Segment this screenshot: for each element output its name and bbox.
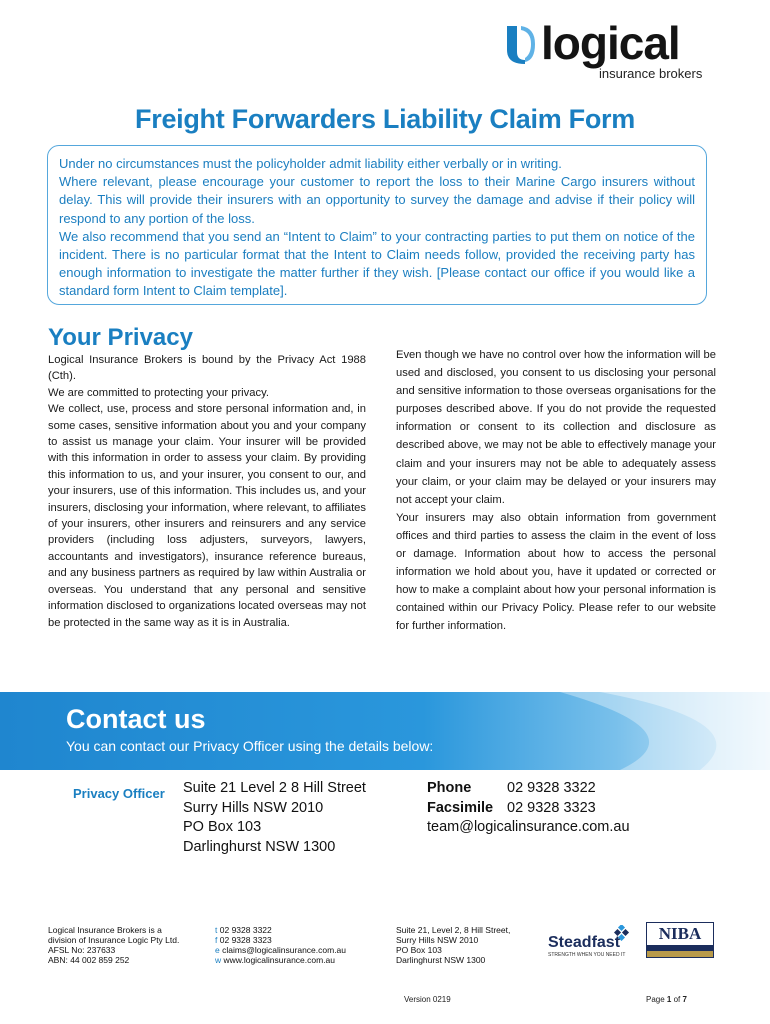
contact-subheading: You can contact our Privacy Officer using the details below: xyxy=(66,738,434,754)
logo-subtitle: insurance brokers xyxy=(599,66,703,81)
company-logo xyxy=(505,17,705,84)
privacy-left-column xyxy=(48,352,366,631)
page-total: 7 xyxy=(682,995,687,1004)
officer-contact xyxy=(427,779,630,838)
footer-line: Surry Hills NSW 2010 xyxy=(396,935,479,945)
notice-paragraph: We also recommend that you send an “Intent to Claim” to your contracting parties to put them on notice of the incident. There is no particular format that the Intent to Claim needs follow, provided the receiving party has enough information to investigate the matter further if they wish. [Please contact our office if you would like a standard form Intent to Claim template]. xyxy=(59,228,695,299)
contact-key: e xyxy=(215,945,220,955)
footer-line: Darlinghurst NSW 1300 xyxy=(396,955,486,965)
contact-key: f xyxy=(215,935,218,945)
footer-line: ABN: 44 002 859 252 xyxy=(48,955,130,965)
niba-wordmark: NIBA xyxy=(647,923,713,945)
steadfast-wordmark: Steadfast xyxy=(548,934,621,951)
contact-key: t xyxy=(215,925,218,935)
privacy-paragraph: Even though we have no control over how the information will be used and disclosed, you consent to us disclosing your personal and sensitive information to those overseas organisations for the purposes described above. If you do not provide the requested information or consent to its collection and disclosure as described above, we may not be able to effectively manage your claim and your insurers may not be able to adequately assess your claim, or your claim may be delayed or your insurers may not accept your claim. xyxy=(396,349,716,506)
page-number xyxy=(646,995,687,1004)
page-title: Freight Forwarders Liability Claim Form xyxy=(135,104,635,134)
footer-company xyxy=(48,925,179,965)
phone-label: Phone xyxy=(427,780,472,796)
footer-line: Suite 21, Level 2, 8 Hill Street, xyxy=(396,925,511,935)
privacy-officer-label: Privacy Officer xyxy=(73,786,165,801)
steadfast-logo xyxy=(548,925,638,965)
fax-label: Facsimile xyxy=(427,799,494,816)
niba-logo xyxy=(646,922,714,958)
footer-phone: 02 9328 3322 xyxy=(219,925,272,935)
phone-value: 02 9328 3322 xyxy=(507,780,596,796)
footer-address xyxy=(396,925,510,965)
privacy-right-column xyxy=(396,346,716,636)
logo-wordmark: logical xyxy=(541,17,680,69)
footer-contacts xyxy=(215,925,346,965)
notice-line: Under no circumstances must the policyholder admit liability either verbally or in writing. xyxy=(59,156,562,171)
logo-mark-icon xyxy=(505,24,537,66)
privacy-paragraph: We collect, use, process and store personal information and, in some cases, sensitive information about you and your company to assist us manage your claim. Your insurer will be provided with this information in order to assess your claim. By providing this information to us, and your insurer, you consent to our, and your insurers, use of this information. This includes us, and your insurers, disclosing your information, where relevant, to affiliates of your insurers, other insurers and reinsurers and any service providers (including loss adjusters, surveyors, lawyers, accountants and investigators), insurance reference bureaus, and any business partners as required by law within Australia or overseas. You understand that any personal and sensitive information disclosed to organizations located overseas may not be protected in the same way as it is in Australia. xyxy=(48,403,366,629)
footer-fax: 02 9328 3323 xyxy=(219,935,272,945)
privacy-paragraph: Your insurers may also obtain information from government offices and third parties to assess the claim in the event of loss or damage. Information about how to access the personal information we hold about you, have it updated or corrected or how to make a complaint about how your personal information is contained within our Privacy Policy. Please refer to our website for further information. xyxy=(396,511,716,633)
address-line: PO Box 103 xyxy=(183,819,262,835)
page-of: of xyxy=(673,995,681,1004)
page-prefix: Page xyxy=(646,995,665,1004)
contact-heading: Contact us xyxy=(66,704,206,734)
footer-email-link[interactable]: claims@logicalinsurance.com.au xyxy=(222,945,347,955)
footer-line: AFSL No: 237633 xyxy=(48,945,116,955)
address-line: Surry Hills NSW 2010 xyxy=(183,799,324,816)
address-line: Darlinghurst NSW 1300 xyxy=(183,838,336,855)
notice-paragraph: Where relevant, please encourage your customer to report the loss to their Marine Cargo insurers without delay. This will provide their insurers with an opportunity to survey the damage and advise if their policy will respond to any portion of the loss. xyxy=(59,174,695,226)
contact-banner xyxy=(0,692,770,770)
email-link[interactable]: team@logicalinsurance.com.au xyxy=(427,819,630,835)
version-label: Version 0219 xyxy=(404,995,451,1004)
privacy-heading: Your Privacy xyxy=(48,324,193,351)
officer-address xyxy=(183,779,366,857)
footer-line: PO Box 103 xyxy=(396,945,442,955)
footer-website-link[interactable]: www.logicalinsurance.com.au xyxy=(223,955,336,965)
privacy-paragraph: We are committed to protecting your privacy. xyxy=(48,386,269,399)
footer-line: division of Insurance Logic Pty Ltd. xyxy=(48,935,180,945)
address-line: Suite 21 Level 2 8 Hill Street xyxy=(183,780,366,796)
page-current: 1 xyxy=(666,995,672,1004)
footer-line: Logical Insurance Brokers is a xyxy=(48,925,162,935)
privacy-paragraph: Logical Insurance Brokers is bound by the Privacy Act 1988 (Cth). xyxy=(48,354,366,383)
notice-box xyxy=(47,145,707,305)
contact-key: w xyxy=(215,955,222,965)
steadfast-tagline: STRENGTH WHEN YOU NEED IT xyxy=(548,952,626,958)
fax-value: 02 9328 3323 xyxy=(507,799,596,816)
